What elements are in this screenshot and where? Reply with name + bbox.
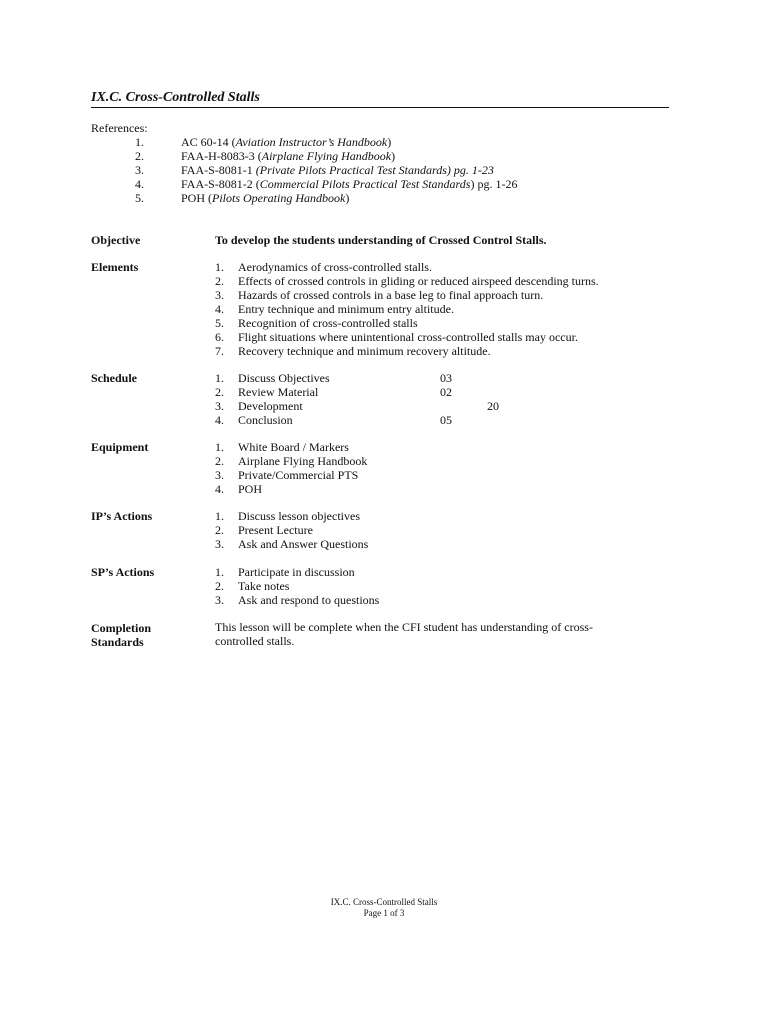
item-text: Recognition of cross-controlled stalls [238, 316, 418, 330]
list-item [215, 523, 695, 537]
equipment-list [215, 440, 695, 496]
item-text: Recovery technique and minimum recovery altitude. [238, 344, 491, 358]
item-number: 1. [215, 440, 224, 454]
list-item [215, 316, 695, 330]
item-text: Discuss Objectives [238, 371, 330, 385]
item-number: 2. [215, 523, 224, 537]
reference-number: 4. [135, 177, 144, 191]
item-number: 4. [215, 302, 224, 316]
sp-actions-label: SP’s Actions [91, 565, 155, 579]
item-number: 2. [215, 385, 224, 399]
schedule-row [215, 371, 695, 385]
schedule-list [215, 371, 695, 427]
completion-label [91, 621, 151, 649]
reference-title: Commercial Pilots Practical Test Standards [259, 177, 471, 191]
sp-actions-list [215, 565, 695, 607]
schedule-label: Schedule [91, 371, 138, 385]
reference-title: Pilots Operating Handbook [212, 191, 346, 205]
schedule-minutes: 05 [440, 413, 452, 427]
list-item [215, 579, 695, 593]
schedule-minutes: 20 [487, 399, 499, 413]
item-number: 2. [215, 579, 224, 593]
page-title: IX.C. Cross-Controlled Stalls [91, 90, 669, 108]
item-number: 1. [215, 509, 224, 523]
reference-text [181, 135, 391, 149]
list-item [215, 454, 695, 468]
reference-plain: FAA-S-8081-2 ( [181, 177, 260, 191]
ip-actions-list [215, 509, 695, 551]
item-number: 5. [215, 316, 224, 330]
reference-item [91, 135, 691, 149]
item-number: 3. [215, 468, 224, 482]
item-text: Participate in discussion [238, 565, 355, 579]
item-text: Entry technique and minimum entry altitude. [238, 302, 454, 316]
item-text: Ask and Answer Questions [238, 537, 369, 551]
reference-text [181, 163, 494, 177]
reference-text [181, 149, 395, 163]
ip-actions-label: IP’s Actions [91, 509, 153, 523]
item-text: Conclusion [238, 413, 293, 427]
list-item [215, 509, 695, 523]
objective-label: Objective [91, 233, 141, 247]
schedule-row [215, 385, 695, 399]
reference-item [91, 177, 691, 191]
objective-content [215, 233, 695, 247]
reference-number: 2. [135, 149, 144, 163]
list-item [215, 260, 695, 274]
item-number: 3. [215, 399, 224, 413]
reference-tail: ) [345, 191, 350, 205]
reference-title: Airplane Flying Handbook [261, 149, 392, 163]
list-item [215, 274, 695, 288]
item-text: Development [238, 399, 303, 413]
reference-item [91, 149, 691, 163]
item-number: 7. [215, 344, 224, 358]
item-text: Take notes [238, 579, 290, 593]
item-number: 2. [215, 454, 224, 468]
page-footer [0, 897, 768, 919]
item-number: 3. [215, 593, 224, 607]
schedule-minutes: 03 [440, 371, 452, 385]
reference-item [91, 163, 691, 177]
item-text: Ask and respond to questions [238, 593, 380, 607]
schedule-minutes: 02 [440, 385, 452, 399]
reference-text [181, 177, 517, 191]
elements-label: Elements [91, 260, 139, 274]
reference-tail: ) [387, 135, 392, 149]
item-text: Review Material [238, 385, 319, 399]
item-text: Airplane Flying Handbook [238, 454, 368, 468]
list-item [215, 593, 695, 607]
list-item [215, 482, 695, 496]
references-list [91, 135, 691, 205]
item-number: 3. [215, 537, 224, 551]
item-text: POH [238, 482, 263, 496]
list-item [215, 288, 695, 302]
item-text: Present Lecture [238, 523, 313, 537]
reference-number: 1. [135, 135, 144, 149]
item-text: Hazards of crossed controls in a base leg to final approach turn. [238, 288, 544, 302]
item-text: Flight situations where unintentional cross-controlled stalls may occur. [238, 330, 578, 344]
item-number: 1. [215, 565, 224, 579]
references-label: References: [91, 121, 148, 135]
item-number: 3. [215, 288, 224, 302]
list-item [215, 302, 695, 316]
item-text: Aerodynamics of cross-controlled stalls. [238, 260, 432, 274]
completion-label-line2: Standards [91, 635, 144, 649]
reference-number: 3. [135, 163, 144, 177]
item-number: 1. [215, 260, 224, 274]
list-item [215, 330, 695, 344]
item-number: 4. [215, 482, 224, 496]
equipment-label: Equipment [91, 440, 149, 454]
list-item [215, 537, 695, 551]
reference-plain: FAA-S-8081-1 [181, 163, 256, 177]
list-item [215, 468, 695, 482]
objective-text: To develop the students understanding of Crossed Control Stalls. [215, 233, 547, 247]
reference-item [91, 191, 691, 205]
completion-text: This lesson will be complete when the CFI student has understanding of cross-controlled stalls. [215, 620, 593, 648]
reference-tail: ) pg. 1-26 [470, 177, 518, 191]
list-item [215, 344, 695, 358]
item-number: 4. [215, 413, 224, 427]
reference-number: 5. [135, 191, 144, 205]
item-text: Discuss lesson objectives [238, 509, 360, 523]
item-number: 2. [215, 274, 224, 288]
schedule-row [215, 399, 695, 413]
reference-title: Aviation Instructor’s Handbook [235, 135, 388, 149]
item-text: White Board / Markers [238, 440, 349, 454]
list-item [215, 440, 695, 454]
item-number: 6. [215, 330, 224, 344]
reference-plain: FAA-H-8083-3 ( [181, 149, 262, 163]
item-text: Effects of crossed controls in gliding or reduced airspeed descending turns. [238, 274, 599, 288]
schedule-row [215, 413, 695, 427]
reference-plain: POH ( [181, 191, 213, 205]
reference-text [181, 191, 349, 205]
item-text: Private/Commercial PTS [238, 468, 359, 482]
reference-title: (Private Pilots Practical Test Standards) pg. 1-23 [255, 163, 494, 177]
list-item [215, 565, 695, 579]
completion-label-line1: Completion [91, 621, 151, 635]
reference-tail: ) [391, 149, 396, 163]
reference-plain: AC 60-14 ( [181, 135, 236, 149]
elements-list [215, 260, 695, 358]
page-number: Page 1 of 3 [363, 908, 405, 918]
item-number: 1. [215, 371, 224, 385]
footer-title: IX.C. Cross-Controlled Stalls [330, 897, 438, 907]
completion-content [215, 621, 695, 648]
